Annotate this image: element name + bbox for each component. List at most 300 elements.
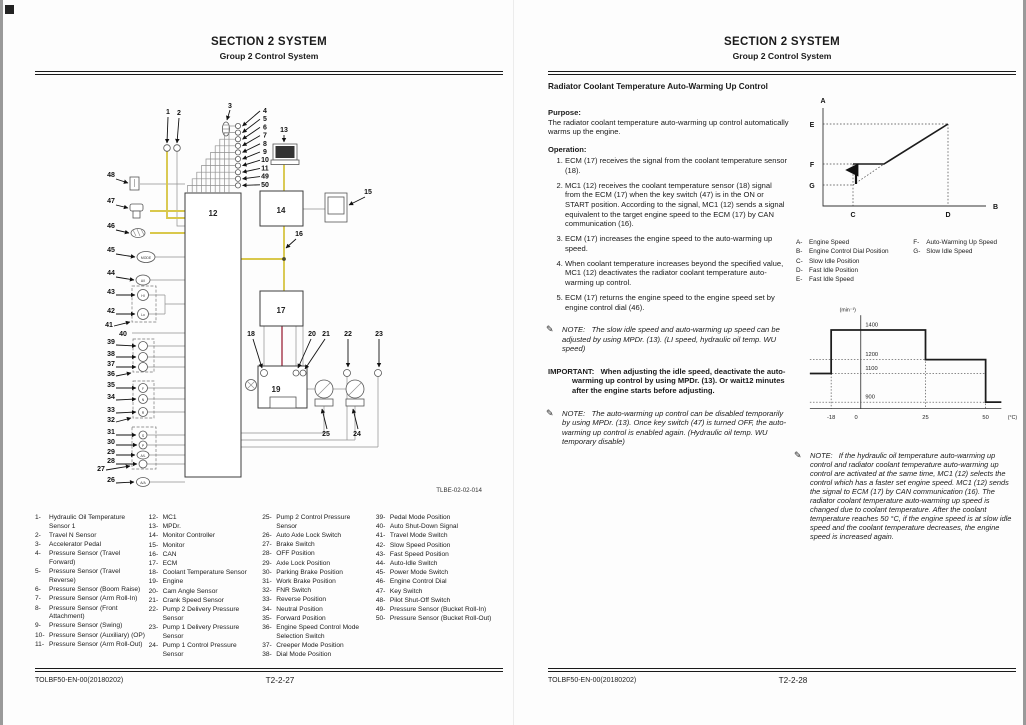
svg-text:10: 10	[261, 157, 269, 165]
legend-item	[35, 641, 146, 650]
switch-icons	[130, 177, 156, 487]
doc-code: TOLBF50-EN-00(20180202)	[548, 677, 637, 684]
legend-label: Pressure Sensor (Travel Forward)	[49, 550, 121, 567]
svg-text:26: 26	[107, 477, 115, 484]
legend-item	[262, 550, 373, 559]
legend-column-1	[35, 514, 146, 660]
group-heading: Group 2 Control System	[732, 51, 832, 61]
legend-label: Creeper Mode Position	[276, 641, 344, 649]
svg-text:18: 18	[247, 331, 255, 338]
legend-number: 5-	[35, 568, 41, 576]
legend-item	[262, 651, 373, 660]
legend-item	[149, 588, 260, 597]
legend-row	[796, 238, 913, 247]
legend-value: Fast Idle Speed	[809, 276, 854, 284]
note-3	[796, 451, 1018, 541]
legend-item	[376, 588, 503, 597]
svg-text:5: 5	[263, 116, 267, 124]
legend-label: Cam Angle Sensor	[162, 587, 218, 595]
note-2	[548, 409, 789, 447]
legend-number: 48-	[375, 596, 386, 604]
legend-value: Engine Control Dial Position	[809, 248, 889, 256]
legend-item	[35, 632, 146, 641]
legend-number: 9-	[35, 622, 41, 630]
legend-number: 40-	[375, 523, 386, 531]
legend-number: 49-	[375, 606, 386, 614]
svg-text:30: 30	[107, 439, 115, 446]
svg-text:A/A: A/A	[140, 481, 146, 485]
legend-value: Slow Idle Position	[809, 257, 860, 265]
x-unit: (°C)	[1007, 415, 1018, 422]
legend-number: 7-	[35, 595, 41, 603]
operation-step: 5. ECM (17) returns the engine speed to the engine speed set by engine control dial (46).	[565, 293, 789, 312]
svg-text:P: P	[141, 444, 145, 448]
legend-item	[262, 514, 373, 531]
y-unit: (min⁻¹)	[839, 307, 856, 314]
legend-label: Travel N Sensor	[49, 531, 97, 539]
legend-item	[262, 541, 373, 550]
legend-number: 38-	[262, 651, 272, 659]
legend-item	[376, 569, 503, 578]
legend-key: B-	[796, 248, 803, 256]
svg-text:29: 29	[107, 449, 115, 456]
operation-paragraph	[548, 145, 789, 155]
legend-number: 39-	[375, 514, 386, 521]
operation-step: 3. ECM (17) increases the engine speed to the auto-warming up speed.	[565, 234, 789, 253]
legend-item	[262, 532, 373, 541]
legend-number: 11-	[35, 640, 45, 648]
control-system-wiring-diagram	[70, 96, 500, 506]
important-block	[548, 367, 789, 396]
legend-number: 17-	[148, 560, 159, 568]
legend-number: 24-	[148, 641, 159, 649]
right-page	[513, 0, 1026, 725]
legend-item	[35, 514, 146, 531]
legend-label: Hydraulic Oil Temperature Sensor 1	[49, 514, 126, 530]
legend-number: 16-	[148, 550, 159, 558]
legend-item	[376, 597, 503, 606]
svg-text:N: N	[141, 398, 145, 402]
operation-steps	[548, 156, 789, 312]
ytick-900: 900	[865, 394, 875, 401]
svg-text:2: 2	[177, 110, 181, 117]
legend-number: 4-	[35, 550, 41, 558]
legend-item	[149, 597, 260, 606]
component-legend	[35, 514, 503, 660]
legend-number: 34-	[262, 605, 272, 613]
page-number: T2-2-28	[778, 676, 808, 685]
legend-item	[262, 578, 373, 587]
legend-label: Forward Position	[276, 614, 326, 622]
page-number: T2-2-27	[265, 676, 295, 685]
legend-value: Engine Speed	[809, 239, 850, 246]
svg-text:27: 27	[97, 466, 105, 473]
legend-label: Work Brake Position	[276, 577, 336, 585]
legend-label: Travel Mode Switch	[389, 532, 448, 540]
body-text-column	[548, 108, 789, 447]
legend-number: 3-	[35, 541, 41, 549]
important-text: When adjusting the idle speed, deactivate the auto-warming up control by using MPDr. (13). Or wait12 minutes after the engine starts before adjusting.	[572, 366, 786, 395]
svg-text:32: 32	[107, 417, 115, 424]
legend-item	[376, 551, 503, 560]
legend-key: G-	[913, 248, 921, 256]
legend-item	[149, 532, 260, 541]
figure-code: TLBE-02-02-014	[436, 487, 482, 494]
legend-number: 20-	[148, 587, 159, 595]
legend-label: OFF Position	[276, 550, 315, 558]
note-label: NOTE:	[810, 451, 833, 461]
legend-number: 37-	[262, 641, 272, 649]
svg-text:8: 8	[263, 140, 267, 148]
engine-speed-dial-chart	[796, 94, 1006, 226]
legend-number: 18-	[148, 569, 159, 577]
legend-label: Monitor Controller	[162, 532, 216, 540]
legend-item	[376, 523, 503, 532]
legend-label: Pedal Mode Position	[389, 514, 451, 521]
legend-label: Axle Lock Position	[276, 559, 331, 567]
legend-number: 43-	[375, 550, 386, 558]
legend-label: Accelerator Pedal	[49, 541, 102, 549]
note-pen-icon: ✎	[546, 407, 554, 418]
legend-row	[796, 266, 913, 275]
legend-item	[35, 595, 146, 604]
legend-item	[262, 624, 373, 641]
legend-key: F-	[913, 239, 920, 246]
note-text: The slow idle speed and auto-warming up speed can be adjusted by using MPDr. (13). (LI speed, hydraulic oil temp. WU speed)	[562, 325, 780, 354]
coolant-temp-chart-wrap	[796, 302, 1018, 437]
important-label: IMPORTANT:	[548, 366, 595, 376]
svg-text:14: 14	[276, 206, 286, 215]
section-heading: SECTION 2 SYSTEM	[211, 36, 327, 48]
legend-label: Pressure Sensor (Travel Reverse)	[49, 568, 121, 584]
legend-number: 26-	[262, 531, 272, 539]
legend-label: Pump 2 Control Pressure Sensor	[276, 514, 351, 530]
doc-code: TOLBF50-EN-00(20180202)	[35, 677, 124, 684]
legend-number: 42-	[375, 541, 386, 549]
legend-item	[262, 606, 373, 615]
legend-label: Coolant Temperature Sensor	[162, 569, 247, 577]
svg-text:36: 36	[107, 371, 115, 378]
legend-item	[149, 606, 260, 623]
svg-text:41: 41	[105, 322, 113, 329]
legend-item	[376, 542, 503, 551]
legend-label: Pump 2 Delivery Pressure Sensor	[162, 606, 240, 622]
legend-label: Neutral Position	[276, 605, 323, 613]
svg-text:38: 38	[107, 351, 115, 358]
legend-number: 35-	[262, 614, 272, 622]
legend-item	[149, 551, 260, 560]
purpose-text: The radiator coolant temperature auto-warming up control automatically warms up the engine.	[548, 117, 789, 137]
legend-label: Pump 1 Delivery Pressure Sensor	[162, 623, 240, 640]
svg-text:47: 47	[107, 198, 115, 205]
legend-number: 36-	[262, 623, 272, 631]
legend-label: Power Mode Switch	[389, 569, 449, 577]
legend-item	[149, 523, 260, 532]
note-text: If the hydraulic oil temperature auto-warming up control and radiator coolant temperature auto-warming up control are activated at the same time, MC1 (12) selects the control which has a faster set engine speed. MC1 (12) sends the signal to ECM (17) by CAN communication (16). The radiator coolant temperature auto-warming up speed is changed due to coolant temperature. After the coolant temperature reaches 50 °C, if the engine speed is at slow idle speed and the coolant temperature decreases, the engine speed is increased again.	[810, 451, 1012, 542]
legend-number: 41-	[375, 532, 386, 540]
monitor-icon	[325, 193, 347, 222]
svg-text:9: 9	[263, 149, 267, 156]
legend-value: Fast Idle Position	[809, 266, 859, 274]
svg-text:34: 34	[107, 394, 115, 401]
note-label: NOTE:	[562, 325, 586, 335]
legend-number: 12-	[148, 514, 159, 521]
ytick-1200: 1200	[865, 352, 879, 359]
legend-item	[35, 586, 146, 595]
tick-c: C	[850, 212, 856, 219]
legend-row	[796, 257, 913, 266]
legend-item	[376, 514, 503, 523]
purpose-paragraph	[548, 108, 789, 137]
svg-text:11: 11	[261, 165, 269, 173]
figure1-legend-right	[913, 238, 1018, 284]
svg-text:48: 48	[107, 172, 115, 179]
svg-text:6: 6	[263, 124, 267, 132]
tick-e: E	[809, 122, 815, 129]
legend-row	[913, 247, 1018, 256]
svg-text:37: 37	[107, 361, 115, 368]
legend-label: Monitor	[162, 541, 185, 549]
svg-text:50: 50	[261, 181, 269, 189]
legend-item	[262, 642, 373, 651]
legend-item	[149, 560, 260, 569]
legend-row	[796, 247, 913, 256]
legend-number: 44-	[375, 560, 386, 568]
legend-number: 45-	[375, 569, 386, 577]
legend-item	[149, 642, 260, 659]
footer-rule	[35, 668, 503, 672]
legend-label: Pump 1 Control Pressure Sensor	[162, 641, 237, 658]
legend-key: C-	[796, 257, 803, 265]
legend-item	[35, 532, 146, 541]
xtick-25: 25	[922, 415, 929, 422]
legend-label: Engine	[162, 578, 184, 586]
legend-number: 23-	[148, 623, 159, 631]
legend-number: 33-	[262, 596, 272, 604]
svg-text:24: 24	[353, 431, 361, 438]
legend-label: Auto-Idle Switch	[389, 560, 438, 568]
x-axis-letter: B	[993, 204, 999, 211]
legend-label: Brake Switch	[276, 541, 315, 549]
svg-text:Lo: Lo	[141, 313, 145, 317]
svg-text:22: 22	[344, 331, 352, 338]
legend-label: MPDr.	[162, 523, 181, 531]
svg-text:15: 15	[364, 189, 372, 196]
legend-number: 29-	[262, 559, 272, 567]
operation-step: 4. When coolant temperature increases beyond the specified value, MC1 (12) deactivates the radiator coolant temperature auto-warming up control.	[565, 259, 789, 288]
note-pen-icon: ✎	[546, 324, 554, 335]
svg-text:HI: HI	[141, 294, 145, 298]
legend-item	[149, 514, 260, 523]
legend-label: Dial Mode Position	[276, 651, 332, 659]
note-pen-icon: ✎	[794, 450, 802, 461]
legend-label: FNR Switch	[276, 587, 312, 595]
legend-number: 10-	[35, 631, 45, 639]
legend-number: 32-	[262, 587, 272, 595]
legend-label: ECM	[162, 560, 178, 568]
svg-text:23: 23	[375, 331, 383, 338]
svg-text:F: F	[141, 387, 145, 391]
svg-text:1: 1	[166, 109, 170, 116]
legend-label: MC1	[162, 514, 177, 521]
svg-text:28: 28	[107, 458, 115, 465]
legend-item	[35, 622, 146, 631]
legend-label: Fast Speed Position	[389, 550, 449, 558]
legend-label: Engine Control Dial	[389, 578, 447, 586]
svg-text:44: 44	[107, 270, 115, 277]
coolant-temp-speed-chart	[796, 302, 1018, 432]
legend-key: A-	[796, 239, 803, 246]
legend-label: Crank Speed Sensor	[162, 596, 224, 604]
svg-text:16: 16	[295, 231, 303, 238]
legend-item	[376, 578, 503, 587]
svg-text:A/L: A/L	[140, 454, 146, 458]
svg-text:20: 20	[308, 331, 316, 338]
header-rule	[35, 71, 503, 75]
legend-number: 14-	[148, 532, 159, 540]
legend-label: Auto Axle Lock Switch	[276, 531, 342, 539]
footer-rule	[548, 668, 1016, 672]
legend-number: 19-	[148, 578, 159, 586]
fan-icon	[246, 380, 257, 391]
legend-item	[35, 550, 146, 567]
accelerator-pedal-icon	[222, 122, 229, 136]
svg-text:3: 3	[228, 103, 232, 110]
svg-text:12: 12	[208, 209, 218, 218]
ytick-1100: 1100	[865, 366, 878, 373]
legend-label: Pressure Sensor (Arm Roll-Out)	[49, 640, 143, 648]
legend-label: Pressure Sensor (Arm Roll-In)	[49, 595, 138, 603]
legend-item	[35, 568, 146, 585]
svg-text:35: 35	[107, 382, 115, 389]
y-axis-letter: A	[820, 98, 826, 105]
topic-title: Radiator Coolant Temperature Auto-Warming Up Control	[548, 82, 768, 91]
ytick-1400: 1400	[865, 322, 879, 329]
legend-label: Pressure Sensor (Boom Raise)	[49, 586, 141, 594]
operation-label: Operation:	[548, 144, 587, 154]
svg-text:21: 21	[322, 331, 330, 338]
xtick-minus18: -18	[827, 415, 836, 422]
figure1-legend	[796, 238, 1018, 284]
legend-number: 46-	[375, 578, 386, 586]
legend-item	[376, 615, 503, 624]
figure1-legend-left	[796, 238, 913, 284]
legend-label: Pressure Sensor (Auxiliary) (OP)	[49, 631, 145, 639]
legend-item	[262, 560, 373, 569]
svg-text:45: 45	[107, 247, 115, 254]
legend-item	[262, 615, 373, 624]
section-heading: SECTION 2 SYSTEM	[724, 36, 840, 48]
legend-number: 6-	[35, 586, 41, 594]
legend-item	[376, 560, 503, 569]
laptop-icon	[271, 144, 299, 165]
legend-label: Key Switch	[389, 587, 423, 595]
legend-number: 2-	[35, 531, 41, 539]
legend-label: Pilot Shut-Off Switch	[389, 596, 451, 604]
legend-column-3	[262, 514, 373, 660]
header-rule	[548, 71, 1016, 75]
legend-item	[376, 532, 503, 541]
legend-number: 13-	[148, 523, 159, 531]
legend-label: Reverse Position	[276, 596, 327, 604]
pump-icons	[315, 380, 364, 406]
figure-column	[796, 94, 1018, 541]
svg-text:MODE: MODE	[140, 256, 152, 260]
legend-number: 27-	[262, 541, 272, 549]
legend-label: Pressure Sensor (Front Attachment)	[49, 604, 118, 621]
svg-text:4: 4	[263, 108, 267, 115]
legend-label: Parking Brake Position	[276, 568, 343, 576]
legend-label: Auto Shut-Down Signal	[389, 523, 459, 531]
legend-item	[376, 606, 503, 615]
legend-row	[913, 238, 1018, 247]
xtick-50: 50	[982, 415, 989, 422]
svg-text:46: 46	[107, 223, 115, 230]
svg-text:25: 25	[322, 431, 330, 438]
legend-item	[262, 569, 373, 578]
page-header	[35, 36, 503, 61]
legend-key: E-	[796, 276, 803, 284]
note-text: The auto-warming up control can be disabled temporarily by using MPDr. (13). Once key switch (47) is turned OFF, the auto-warming up control is enabled again. (Hydraulic oil temp. WU temporary disable)	[562, 408, 787, 447]
note-label: NOTE:	[562, 408, 586, 418]
legend-number: 1-	[35, 514, 41, 521]
legend-number: 21-	[148, 596, 159, 604]
legend-column-4	[376, 514, 503, 660]
svg-text:7: 7	[263, 132, 267, 140]
page-header	[548, 36, 1016, 61]
svg-text:S: S	[141, 434, 145, 438]
svg-text:43: 43	[107, 289, 115, 296]
svg-text:R: R	[141, 411, 145, 415]
operation-step: 1. ECM (17) receives the signal from the coolant temperature sensor (18).	[565, 156, 789, 175]
legend-value: Slow Idle Speed	[926, 248, 973, 256]
legend-label: CAN	[162, 550, 177, 558]
legend-label: Pressure Sensor (Swing)	[49, 622, 123, 630]
purpose-label: Purpose:	[548, 108, 581, 117]
legend-number: 15-	[148, 541, 159, 549]
svg-text:40: 40	[119, 331, 127, 338]
xtick-0: 0	[854, 415, 858, 422]
svg-text:17: 17	[276, 306, 286, 315]
controller-boxes	[185, 191, 307, 477]
svg-text:39: 39	[107, 339, 115, 346]
legend-item	[262, 587, 373, 596]
legend-label: Pressure Sensor (Bucket Roll-In)	[389, 606, 487, 614]
legend-number: 50-	[375, 615, 386, 623]
legend-item	[149, 542, 260, 551]
legend-number: 25-	[262, 514, 272, 521]
svg-text:42: 42	[107, 308, 115, 315]
svg-text:33: 33	[107, 407, 115, 414]
legend-item	[262, 596, 373, 605]
legend-number: 47-	[375, 587, 386, 595]
legend-number: 28-	[262, 550, 272, 558]
legend-item	[35, 541, 146, 550]
svg-text:31: 31	[107, 429, 115, 436]
svg-text:19: 19	[271, 385, 281, 394]
tick-g: G	[809, 183, 815, 190]
legend-number: 8-	[35, 604, 41, 612]
operation-step: 2. MC1 (12) receives the coolant temperature sensor (18) signal from the ECM (17) when the key switch (47) is in the ON or START position. According to the signal, MC1 (12) sends a signal equivalent to the target engine speed to the ECM (17) by CAN communication (16).	[565, 181, 789, 229]
legend-row	[796, 275, 913, 284]
group-heading: Group 2 Control System	[219, 51, 319, 61]
legend-column-2	[149, 514, 260, 660]
svg-text:49: 49	[261, 173, 269, 181]
tick-f: F	[809, 162, 815, 169]
note-1	[548, 325, 789, 354]
legend-number: 30-	[262, 568, 272, 576]
legend-label: Pressure Sensor (Bucket Roll-Out)	[389, 615, 492, 623]
